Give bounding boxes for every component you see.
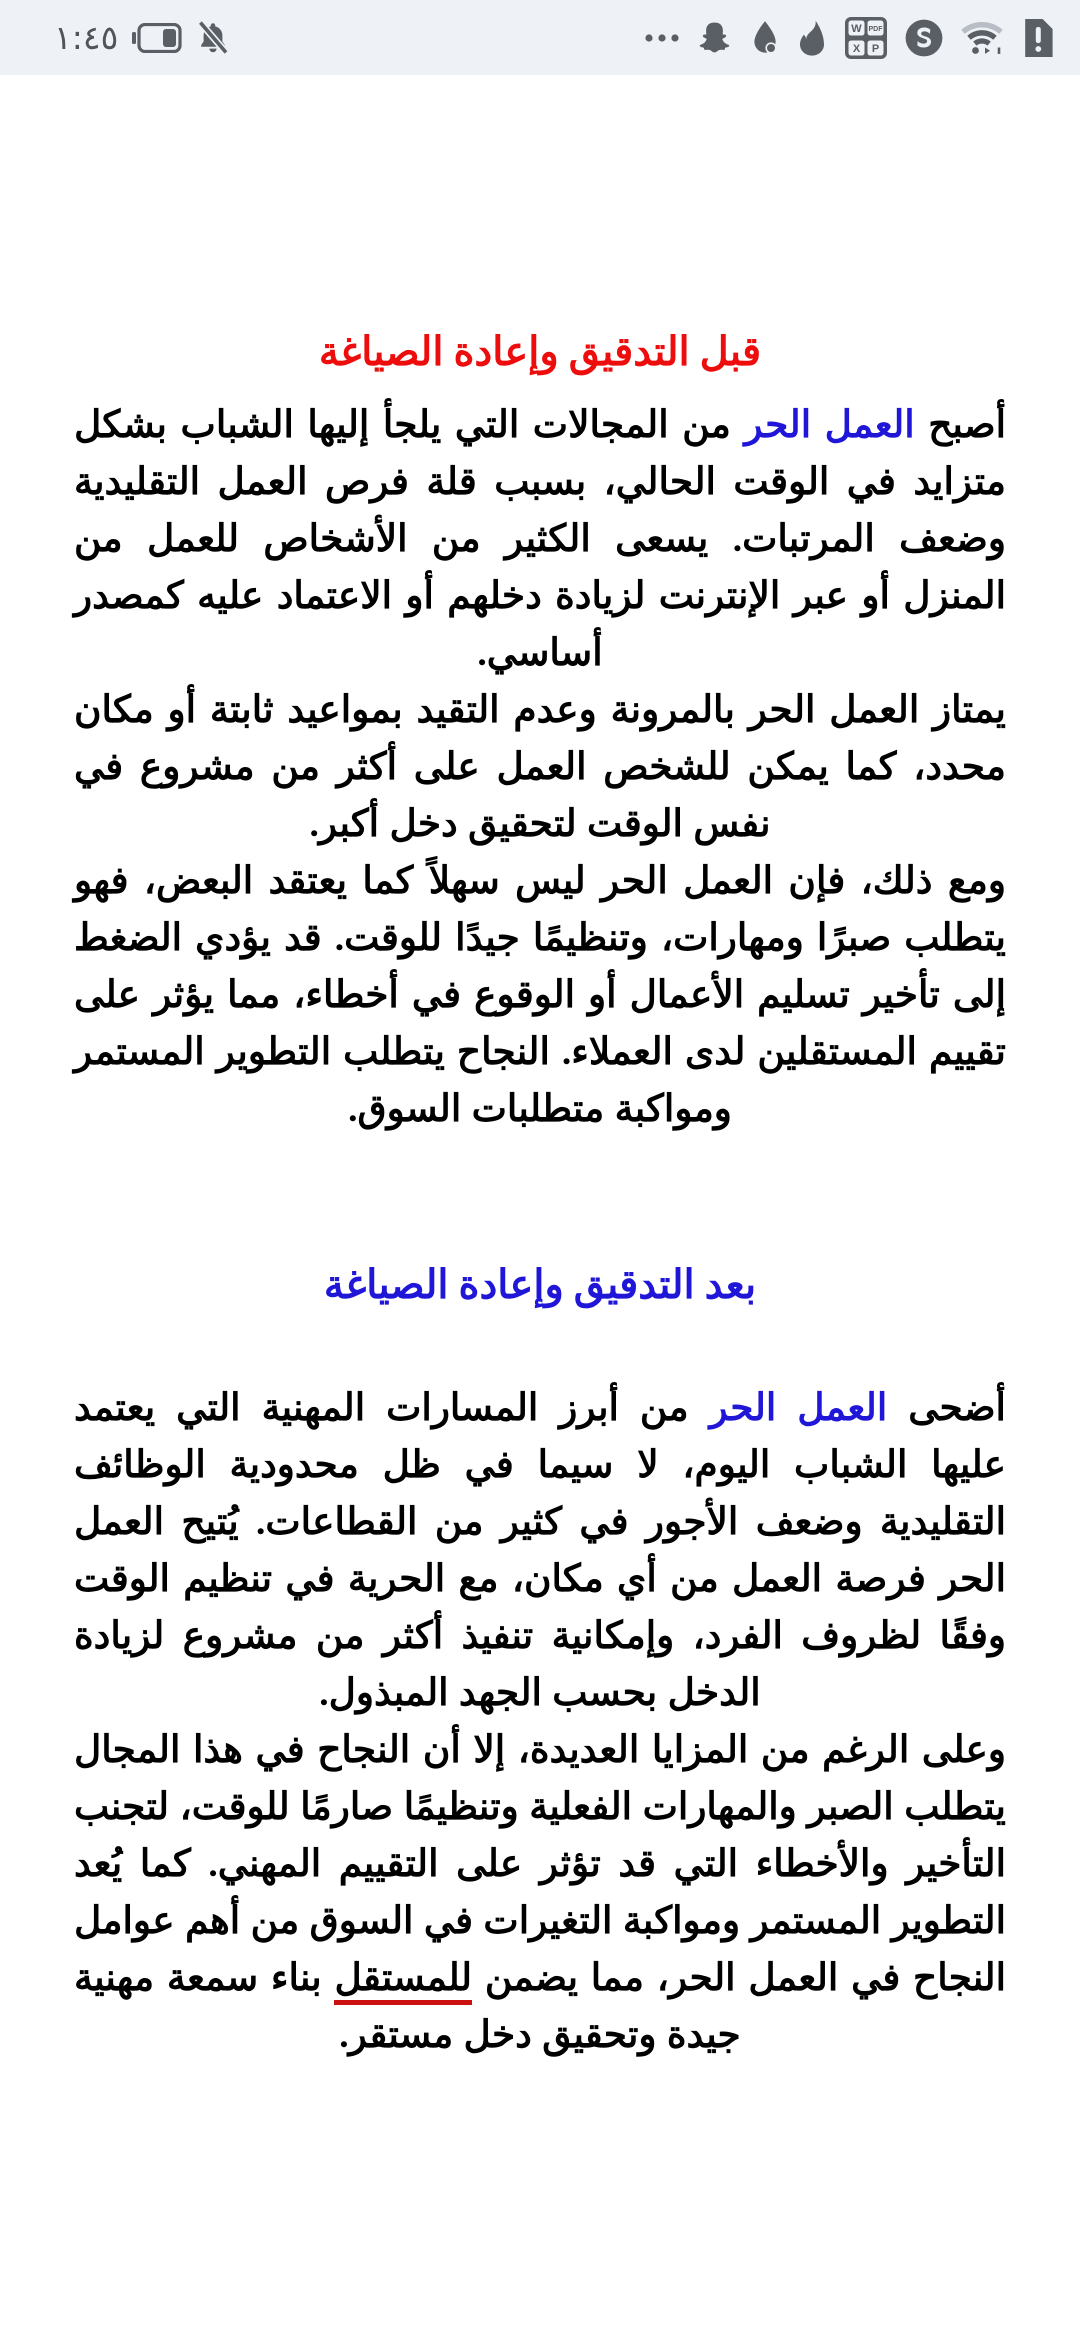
paragraph-before-3 [74, 853, 1006, 1138]
wifi-icon[interactable] [961, 21, 1005, 55]
text-run: ومع ذلك، فإن العمل الحر ليس سهلاً كما يعتقد البعض، فهو يتطلب صبرًا ومهارات، وتنظيمًا جيدًا للوقت. قد يؤدي الضغط إلى تأخير تسليم الأعمال أو الوقوع في أخطاء، مما يؤثر على تقييم المستقلين لدى العملاء. النجاح يتطلب التطوير المستمر ومواكبة متطلبات السوق. [74, 861, 1007, 1130]
status-bar[interactable] [0, 0, 1080, 75]
svg-text:PDF: PDF [868, 25, 883, 33]
keyword-freelance-work: العمل الحر [709, 1388, 888, 1429]
section-after [74, 1258, 1006, 2064]
snapchat-icon[interactable] [697, 19, 734, 56]
paragraph-before-1 [74, 397, 1006, 682]
svg-text:X: X [852, 42, 861, 55]
water-drop-icon[interactable] [751, 19, 779, 57]
text-run: من المجالات التي يلجأ إليها الشباب بشكل متزايد في الوقت الحالي، بسبب قلة فرص العمل التقليدية وضعف المرتبات. يسعى الكثير من الأشخاص للعمل من المنزل أو عبر الإنترنت لزيادة دخلهم أو الاعتماد عليه كمصدر أساسي. [74, 405, 1006, 674]
clock: ١:٤٥ [54, 18, 119, 57]
sim-alert-icon[interactable] [1022, 18, 1054, 58]
keyword-freelance-work: العمل الحر [744, 405, 915, 446]
top-spacer [74, 75, 1006, 325]
paragraph-after-2 [74, 1722, 1006, 2064]
office-suite-icon[interactable] [845, 17, 887, 59]
text-run: من أبرز المسارات المهنية التي يعتمد عليها الشباب اليوم، لا سيما في ظل محدودية الوظائف التقليدية وضعف الأجور في كثير من القطاعات. يُتيح العمل الحر فرصة العمل من أي مكان، مع الحرية في تنظيم الوقت وفقًا لظروف الفرد، وإمكانية تنفيذ أكثر من مشروع لزيادة الدخل بحسب الجهد المبذول. [74, 1388, 1006, 1714]
spell-check-error-word[interactable]: للمستقل [334, 1958, 472, 2005]
section-gap [74, 1138, 1006, 1258]
status-bar-right-group [644, 17, 1054, 59]
svg-text:P: P [871, 42, 880, 55]
s-circle-icon[interactable] [904, 18, 944, 58]
text-run: بناء سمعة مهنية جيدة وتحقيق دخل مستقر. [74, 1958, 741, 2056]
heading-after: بعد التدقيق وإعادة الصياغة [323, 1262, 757, 1307]
section-before [74, 325, 1006, 1138]
svg-text:W: W [851, 22, 862, 35]
document-body [0, 75, 1080, 2064]
text-run: أضحى [887, 1388, 1006, 1429]
paragraph-before-2 [74, 682, 1006, 853]
tinder-flame-icon[interactable] [796, 19, 828, 57]
overflow-dots-icon[interactable] [644, 32, 680, 44]
status-bar-left-group [22, 18, 230, 57]
heading-gap [74, 1312, 1006, 1380]
bell-muted-icon [196, 20, 230, 56]
paragraph-after-1 [74, 1380, 1006, 1722]
text-run: يمتاز العمل الحر بالمرونة وعدم التقيد بمواعيد ثابتة أو مكان محدد، كما يمكن للشخص العمل على أكثر من مشروع في نفس الوقت لتحقيق دخل أكبر. [74, 690, 1006, 845]
text-run: وعلى الرغم من المزايا العديدة، إلا أن النجاح في هذا المجال يتطلب الصبر والمهارات الفعلية وتنظيمًا صارمًا للوقت، لتجنب التأخير والأخطاء التي قد تؤثر على التقييم المهني. كما يُعد التطوير المستمر ومواكبة التغيرات في السوق من أهم عوامل النجاح في العمل الحر، مما يضمن [74, 1730, 1006, 1999]
text-run: أصبح [914, 405, 1006, 446]
heading-before: قبل التدقيق وإعادة الصياغة [318, 329, 762, 374]
battery-icon [132, 23, 182, 53]
